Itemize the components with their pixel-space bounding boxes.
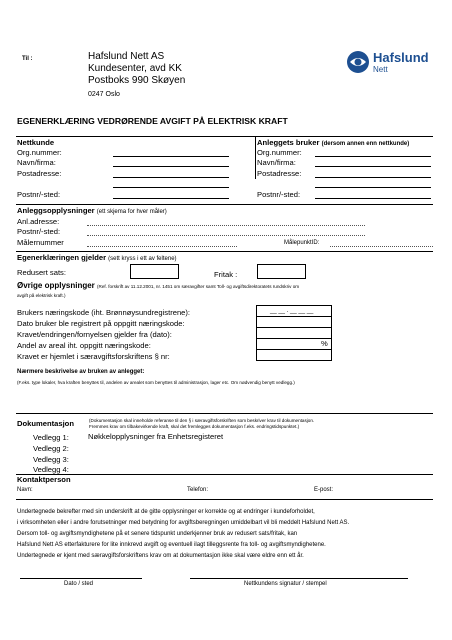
fritak-label: Fritak : [214, 270, 238, 279]
kontakt-epost-label: E-post: [314, 487, 334, 493]
declaration-line: Dersom toll- og avgiftsmyndighetene på et senere tidspunkt underkjenner bruk av redusert sats/fritak, kan [17, 531, 298, 537]
bruker-address-field[interactable] [315, 177, 431, 178]
redusert-checkbox[interactable] [130, 264, 179, 279]
anlegg-heading [17, 207, 167, 215]
kontakt-navn-field[interactable] [38, 485, 183, 495]
logo-sub: Nett [373, 65, 388, 74]
hafslund-logo-icon [346, 50, 370, 74]
anlegg-postnr-field[interactable] [87, 235, 365, 236]
anlegg-heading-note: (ett skjema for hver måler) [96, 209, 167, 215]
nettkunde-org-label: Org.nummer: [17, 148, 62, 157]
hafslund-logo [346, 48, 434, 80]
bruker-postnr-field[interactable] [315, 198, 431, 199]
nettkunde-address-label: Postadresse: [17, 169, 62, 178]
gjelder-heading-note: (sett kryss i ett av feltene) [108, 256, 177, 262]
naeringskode-field[interactable]: __ __ . __ __ __ [270, 308, 314, 314]
anlegg-postnr-label: Postnr/-sted: [17, 227, 61, 236]
ovrige-heading-text: Øvrige opplysninger [17, 281, 95, 290]
malepunkt-field[interactable] [330, 246, 433, 247]
address-line: Postboks 990 Skøyen [88, 75, 186, 86]
registrert-dato-field[interactable] [256, 316, 332, 327]
bruk-heading: Nærmere beskrivelse av bruken av anlegget: [17, 369, 145, 375]
declaration-line: i virksomheten eller i andre forutsetninger med betydning for avgiftsberegningen umiddelbart vil bli meddelt Hafslund Nett AS. [17, 520, 350, 526]
ovrige-note-2: avgift på elektrisk kraft.) [17, 293, 66, 298]
registrert-dato-label: Dato bruker ble registrert på oppgitt næringskode: [17, 319, 185, 328]
bruker-address2-field[interactable] [315, 187, 431, 188]
kontakt-telefon-label: Telefon: [187, 487, 209, 493]
dokumentasjon-heading: Dokumentasjon [17, 419, 74, 428]
til-label: Til : [22, 56, 33, 62]
signature-field[interactable] [190, 578, 408, 579]
bruker-org-label: Org.nummer: [257, 148, 302, 157]
fritak-checkbox[interactable] [257, 264, 306, 279]
dokumentasjon-note-1: (Dokumentasjon skal inneholde referanse til den § i særavgiftsforskriften som beskriver krav til dokumentasjon. [89, 418, 315, 423]
vedlegg-1-label: Vedlegg 1: [33, 433, 69, 442]
malepunkt-label: MålepunktID: [284, 240, 320, 246]
bruk-description-field[interactable] [16, 388, 433, 412]
bruker-org-field[interactable] [315, 156, 431, 157]
gjelder-fra-label: Kravet/endringen/fornyelsen gjelder fra (dato): [17, 330, 172, 339]
vedlegg-1-field[interactable]: Nøkkelopplysninger fra Enhetsregisteret [88, 432, 224, 441]
gjelder-heading-text: Egenerklæringen gjelder [17, 253, 107, 262]
bruker-heading [257, 139, 409, 147]
nettkunde-postnr-field[interactable] [113, 198, 229, 199]
nettkunde-heading: Nettkunde [17, 138, 55, 147]
kontakt-telefon-field[interactable] [215, 485, 310, 495]
ovrige-note: (Ref. forskrift av 11.12.2001, nr. 1451 om særavgifter samt Toll- og avgiftsdirektoratets rundskriv om [97, 284, 300, 289]
address-line: Hafslund Nett AS [88, 51, 165, 62]
naeringskode-label: Brukers næringskode (iht. Brønnøysundregistrene): [17, 308, 191, 317]
address-line: Kundesenter, avd KK [88, 63, 182, 74]
bruker-heading-text: Anleggets bruker [257, 138, 320, 147]
malernummer-label: Målernummer [17, 238, 64, 247]
vedlegg-4-field[interactable] [88, 464, 388, 474]
redusert-label: Redusert sats: [17, 268, 66, 277]
hjemmel-field[interactable] [256, 349, 332, 361]
date-place-label: Dato / sted [64, 581, 94, 587]
gjelder-heading [17, 254, 177, 262]
bruker-address-label: Postadresse: [257, 169, 302, 178]
declaration-line: Hafslund Nett AS etterfakturere for lite innkrevd avgift og eventuell ilagt tilleggsrente fra toll- og avgiftsmyndighetene. [17, 542, 326, 548]
signature-label: Nettkundens signatur / stempel [244, 581, 327, 587]
vedlegg-3-field[interactable] [88, 454, 388, 464]
anlegg-heading-text: Anleggsopplysninger [17, 206, 95, 215]
address-postcode: 0247 Oslo [88, 91, 120, 98]
bruker-name-label: Navn/firma: [257, 158, 296, 167]
declaration-line: Undertegnede bekrefter med sin underskrift at de gitte opplysninger er korrekte og at endringer i kundeforholdet, [17, 509, 315, 515]
declaration-line: Undertegnede er kjent med særavgiftsforskriftens krav om at dokumentasjon ikke skal være eldre enn ett år. [17, 553, 304, 559]
nettkunde-postnr-label: Postnr/-sted: [17, 190, 61, 199]
bruker-heading-note: (dersom annen enn nettkunde) [321, 141, 410, 147]
page-title: EGENERKLÆRING VEDRØRENDE AVGIFT PÅ ELEKTRISK KRAFT [17, 116, 288, 126]
date-place-field[interactable] [20, 578, 142, 579]
malernummer-field[interactable] [87, 246, 237, 247]
bruker-postnr-label: Postnr/-sted: [257, 190, 301, 199]
gjelder-fra-field[interactable] [256, 327, 332, 338]
anlegg-address-label: Anl.adresse: [17, 217, 60, 226]
kontakt-navn-label: Navn: [17, 487, 33, 493]
nettkunde-name-label: Navn/firma: [17, 158, 56, 167]
nettkunde-name-field[interactable] [113, 166, 229, 167]
anlegg-address-field[interactable] [87, 225, 365, 226]
hjemmel-label: Kravet er hjemlet i særavgiftsforskriftens § nr: [17, 352, 170, 361]
logo-brand: Hafslund [373, 50, 429, 65]
kontakt-epost-field[interactable] [340, 485, 432, 495]
bruk-note: (F.eks. type lokaler, hva kraften benyttes til, andelen av arealet som benyttes til administrasjon, lager etc. Om nødvendig benytt vedlegg.) [17, 380, 295, 385]
vedlegg-2-label: Vedlegg 2: [33, 444, 69, 453]
dokumentasjon-note-2: Fremmes krav om tilbakevirkende kraft, skal det fremlegges dokumentasjon f.eks. endringstidspunktet.) [89, 424, 300, 429]
vedlegg-3-label: Vedlegg 3: [33, 455, 69, 464]
nettkunde-address2-field[interactable] [113, 187, 229, 188]
nettkunde-address-field[interactable] [113, 177, 229, 178]
bruker-name-field[interactable] [315, 166, 431, 167]
kontakt-heading: Kontaktperson [17, 475, 71, 484]
ovrige-heading [17, 282, 299, 290]
areal-andel-label: Andel av areal iht. oppgitt næringskode: [17, 341, 151, 350]
vedlegg-2-field[interactable] [88, 443, 388, 453]
vedlegg-4-label: Vedlegg 4: [33, 465, 69, 474]
nettkunde-org-field[interactable] [113, 156, 229, 157]
percent-sign: % [321, 339, 328, 348]
